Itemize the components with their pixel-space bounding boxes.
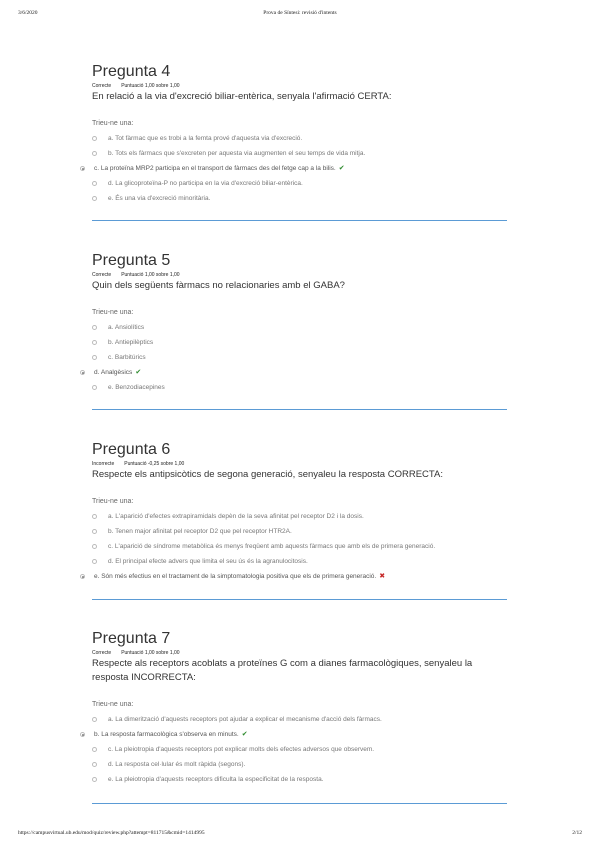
- question-separator: [92, 409, 507, 410]
- answer-option[interactable]: [92, 324, 507, 332]
- question-7: [92, 630, 507, 784]
- answer-label: b. La resposta farmacològica s'observa en minuts.: [94, 731, 239, 738]
- question-title: Pregunta 4: [92, 63, 171, 80]
- question-separator: [92, 803, 507, 804]
- answer-label: c. L'aparició de síndrome metabòlica és menys freqüent amb aquests fàrmacs que amb els de primera generació.: [108, 543, 436, 550]
- answer-list: [92, 324, 507, 392]
- question-separator: [92, 220, 507, 221]
- check-icon: ✔: [135, 369, 142, 376]
- answer-option[interactable]: [92, 339, 507, 347]
- question-info: [92, 83, 507, 89]
- question-status: Correcte: [92, 650, 112, 656]
- cross-icon: ✖: [379, 573, 386, 580]
- radio-icon[interactable]: [92, 777, 97, 782]
- answer-option[interactable]: [92, 761, 507, 769]
- answer-list: [92, 716, 507, 784]
- answer-label: c. La pleiotropia d'aquests receptors pot explicar molts dels efectes adversos que observem.: [108, 746, 375, 753]
- answer-option[interactable]: [92, 558, 507, 566]
- answer-option[interactable]: [92, 195, 507, 203]
- question-text: Respecte els antipsicòtics de segona generació, senyaleu la resposta CORRECTA:: [92, 469, 443, 480]
- question-title: Pregunta 6: [92, 441, 171, 458]
- answer-label: d. El principal efecte advers que limita el seu ús és la agranulocitosis.: [108, 558, 308, 565]
- answer-label: a. Tot fàrmac que es trobi a la femta prové d'aquesta via d'excreció.: [108, 135, 303, 142]
- question-status: Correcte: [92, 83, 112, 89]
- question-text: Respecte als receptors acoblats a proteïnes G com a dianes farmacològiques, senyaleu la resposta INCORRECTA:: [92, 658, 473, 683]
- radio-icon[interactable]: [92, 151, 97, 156]
- check-icon: ✔: [241, 731, 248, 738]
- print-url[interactable]: https://campusvirtual.ub.edu/mod/quiz/review.php?attempt=811715&cmid=1414995: [18, 830, 205, 836]
- answer-option[interactable]: [92, 528, 507, 536]
- question-grade: Puntuació -0,25 sobre 1,00: [124, 461, 185, 467]
- answer-option[interactable]: [92, 354, 507, 362]
- answer-label: a. L'aparició d'efectes extrapiramidals depèn de la seva afinitat pel receptor D2 i la dosis.: [108, 513, 364, 520]
- question-status: Incorrecte: [92, 461, 115, 467]
- answer-option[interactable]: [92, 746, 507, 754]
- answer-option-selected[interactable]: [80, 165, 507, 173]
- answer-prompt: Trieu-ne una:: [92, 120, 134, 127]
- print-page-number: 2/12: [572, 830, 582, 836]
- answer-option-selected[interactable]: [80, 369, 507, 377]
- check-icon: ✔: [338, 165, 345, 172]
- answer-option[interactable]: [92, 543, 507, 551]
- radio-icon[interactable]: [92, 196, 97, 201]
- question-5: [92, 252, 507, 392]
- answer-list: [92, 135, 507, 203]
- radio-icon[interactable]: [92, 181, 97, 186]
- question-text: Quin dels següents fàrmacs no relacionaries amb el GABA?: [92, 280, 345, 291]
- question-grade: Puntuació 1,00 sobre 1,00: [121, 83, 180, 89]
- radio-checked-icon[interactable]: [80, 732, 85, 737]
- answer-prompt: Trieu-ne una:: [92, 701, 134, 708]
- radio-checked-icon[interactable]: [80, 574, 85, 579]
- radio-icon[interactable]: [92, 717, 97, 722]
- answer-label: e. Benzodiacepines: [108, 384, 165, 391]
- question-title: Pregunta 7: [92, 630, 171, 647]
- question-info: [92, 461, 507, 467]
- question-status: Correcte: [92, 272, 112, 278]
- radio-icon[interactable]: [92, 136, 97, 141]
- question-info: [92, 650, 507, 656]
- radio-checked-icon[interactable]: [80, 370, 85, 375]
- radio-icon[interactable]: [92, 340, 97, 345]
- radio-icon[interactable]: [92, 559, 97, 564]
- answer-prompt: Trieu-ne una:: [92, 309, 134, 316]
- print-date: 3/6/2020: [18, 10, 38, 16]
- answer-label: c. Barbitúrics: [108, 354, 146, 361]
- answer-list: [92, 513, 507, 581]
- radio-icon[interactable]: [92, 762, 97, 767]
- radio-icon[interactable]: [92, 514, 97, 519]
- question-4: [92, 63, 507, 203]
- answer-label: e. La pleiotropia d'aquests receptors dificulta la especificitat de la resposta.: [108, 776, 324, 783]
- question-grade: Puntuació 1,00 sobre 1,00: [121, 272, 180, 278]
- question-separator: [92, 599, 507, 600]
- answer-option[interactable]: [92, 150, 507, 158]
- answer-prompt: Trieu-ne una:: [92, 498, 134, 505]
- question-6: [92, 441, 507, 581]
- radio-icon[interactable]: [92, 385, 97, 390]
- print-title: Prova de Síntesi: revisió d'intents: [263, 10, 337, 16]
- answer-label: d. La glicoproteïna-P no participa en la via d'excreció biliar-entèrica.: [108, 180, 303, 187]
- answer-option[interactable]: [92, 716, 507, 724]
- answer-label: d. La resposta cel·lular és molt ràpida (segons).: [108, 761, 246, 768]
- question-info: [92, 272, 507, 278]
- answer-label: a. La dimerització d'aquests receptors pot ajudar a explicar el mecanisme d'acció dels fàrmacs.: [108, 716, 382, 723]
- answer-option-selected[interactable]: [80, 573, 507, 581]
- answer-label: e. Són més efectius en el tractament de la simptomatologia positiva que els de primera generació.: [94, 573, 377, 580]
- answer-option-selected[interactable]: [80, 731, 507, 739]
- answer-option[interactable]: [92, 135, 507, 143]
- answer-option[interactable]: [92, 776, 507, 784]
- question-title: Pregunta 5: [92, 252, 171, 269]
- question-grade: Puntuació 1,00 sobre 1,00: [121, 650, 180, 656]
- answer-label: c. La proteïna MRP2 participa en el transport de fàrmacs des del fetge cap a la bilis.: [94, 165, 336, 172]
- answer-label: d. Analgèsics: [94, 369, 133, 376]
- radio-icon[interactable]: [92, 747, 97, 752]
- answer-label: b. Antiepilèptics: [108, 339, 154, 346]
- radio-checked-icon[interactable]: [80, 166, 85, 171]
- answer-label: a. Ansiolítics: [108, 324, 145, 331]
- answer-label: b. Tenen major afinitat pel receptor D2 que pel receptor HTR2A.: [108, 528, 292, 535]
- question-text: En relació a la via d'excreció biliar-entèrica, senyala l'afirmació CERTA:: [92, 91, 392, 102]
- answer-label: e. És una via d'excreció minoritària.: [108, 195, 211, 202]
- answer-option[interactable]: [92, 513, 507, 521]
- answer-option[interactable]: [92, 180, 507, 188]
- radio-icon[interactable]: [92, 325, 97, 330]
- radio-icon[interactable]: [92, 529, 97, 534]
- radio-icon[interactable]: [92, 544, 97, 549]
- answer-label: b. Tots els fàrmacs que s'excreten per aquesta via augmenten el seu temps de vida mitja.: [108, 150, 366, 157]
- answer-option[interactable]: [92, 384, 507, 392]
- radio-icon[interactable]: [92, 355, 97, 360]
